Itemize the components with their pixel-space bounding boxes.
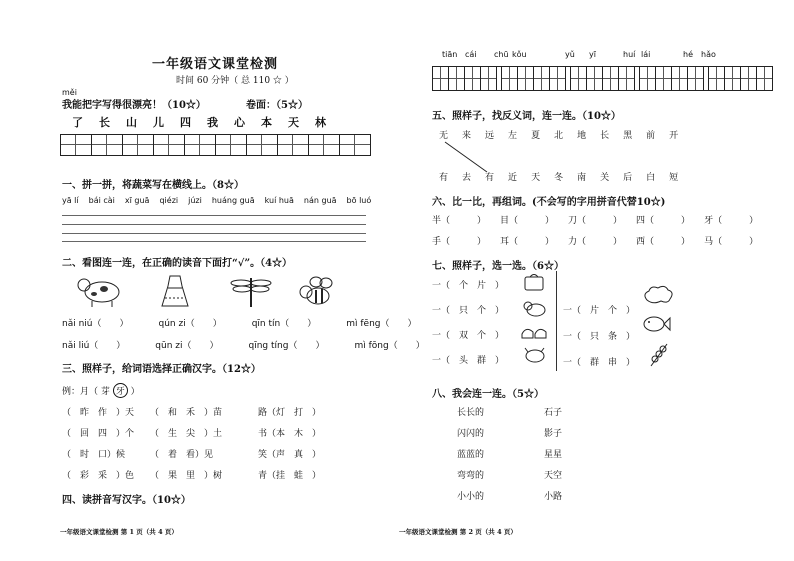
word-choice-item[interactable]: 书（本 木 ） [258,429,322,439]
antonym-word-top[interactable]: 夏 [531,131,541,141]
antonym-word-bottom[interactable]: 后 [623,173,633,183]
compare-word-item[interactable]: 手（ ） [432,237,487,247]
compare-word-item[interactable]: 四（ ） [636,216,691,226]
dragonfly-picture [230,274,272,308]
answer-line-4[interactable] [62,241,366,242]
pinyin-label: yī [589,50,596,59]
writing-grid[interactable] [60,134,371,156]
q3-example-answer: 牙 [113,383,128,398]
cow-picture [74,274,124,308]
pinyin-label: chū [494,50,509,59]
cat-picture [522,298,546,318]
q2-row-2 [62,338,425,351]
antonym-word-bottom[interactable]: 南 [577,173,587,183]
answer-line-1[interactable] [62,215,366,216]
pinyin-label: hǎo [701,50,716,59]
q4-title: 四、读拼音写汉字。（10☆） [62,495,191,506]
compare-word-item[interactable]: 马（ ） [704,237,759,247]
word-choice-item[interactable]: （ 昨 作 ）天 [62,408,135,418]
q3-title: 三、照样子，给词语选择正确汉字。（12☆） [62,364,261,375]
q5-example-line [443,140,493,174]
footer-page-1: 一年级语文课堂检测 第 1 页（共 4 页） [60,528,178,536]
measure-word-choice[interactable]: 一（ 只 条 ） [563,332,636,342]
practice-char: 了 [72,116,83,129]
q3-example-prefix: 例：月（ 芽 [62,387,110,397]
practice-char: 长 [99,116,110,129]
compare-word-item[interactable]: 西（ ） [636,237,691,247]
compare-word-item[interactable]: 刀（ ） [568,216,623,226]
match-left-item[interactable]: 蓝蓝的 [457,450,485,460]
antonym-word-bottom[interactable]: 有 [439,173,449,183]
antonym-word-bottom[interactable]: 白 [646,173,656,183]
practice-char: 天 [288,116,299,129]
pronunciation-option[interactable]: qīng tíng（ ） [248,341,325,351]
pronunciation-option[interactable]: qīn tín（ ） [251,319,317,329]
word-choice-item[interactable]: （ 回 四 ）个 [62,429,135,439]
pinyin-label: tiān [442,50,458,59]
pinyin-label: cái [465,50,477,59]
bag-picture [522,272,546,292]
dress-picture [160,274,190,308]
word-choice-item[interactable]: （ 果 里 ）树 [150,471,223,481]
match-left-item[interactable]: 弯弯的 [457,471,485,481]
vegetable-pinyin: qiézi [159,196,179,205]
pronunciation-option[interactable]: nǎi niú（ ） [62,319,129,329]
pronunciation-option[interactable]: qūn zi（ ） [155,341,219,351]
q1-pinyin-row [62,196,371,205]
antonym-word-top[interactable]: 来 [462,131,472,141]
q5-title: 五、照样子，找反义词，连一连。（10☆） [432,111,621,122]
vegetable-pinyin: huáng guā [211,196,255,205]
match-left-item[interactable]: 小小的 [457,492,485,502]
antonym-word-top[interactable]: 无 [439,131,449,141]
vegetable-pinyin: bō luó [346,196,372,205]
match-right-item[interactable]: 小路 [544,492,563,502]
word-choice-item[interactable]: （ 和 禾 ）苗 [150,408,223,418]
pinyin-hint: měi [62,88,77,97]
exam-subtitle: 时间 60 分钟（ 总 110 ☆ ） [176,76,294,86]
antonym-word-bottom[interactable]: 天 [531,173,541,183]
antonym-word-top[interactable]: 远 [485,131,495,141]
shoes-picture [520,322,548,342]
practice-char: 林 [315,116,326,129]
pinyin-label: lái [641,50,651,59]
practice-char: 山 [126,116,137,129]
antonym-word-bottom[interactable]: 关 [600,173,610,183]
q2-title: 二、看图连一连，在正确的读音下面打“√”。（4☆） [62,258,293,269]
q7-title: 七、照样子，选一选。（6☆） [432,261,564,272]
antonym-word-bottom[interactable]: 去 [462,173,472,183]
q1-title: 一、拼一拼，将蔬菜写在横线上。（8☆） [62,180,244,191]
exam-title: 一年级语文课堂检测 [152,57,279,72]
practice-char: 四 [180,116,191,129]
q3-example-suffix: ） [130,387,140,397]
word-choice-item[interactable]: （ 彩 采 ）色 [62,471,135,481]
pronunciation-option[interactable]: nǎi liú（ ） [62,341,126,351]
antonym-word-bottom[interactable]: 有 [485,173,495,183]
match-right-item[interactable]: 石子 [544,408,563,418]
word-choice-item[interactable]: （ 生 尖 ）土 [150,429,223,439]
word-choice-item[interactable]: （ 时 口）候 [62,450,126,460]
writing-title: 我能把字写得很漂亮！（10☆） [62,100,206,111]
measure-word-choice[interactable]: 一（ 只 个 ） [432,306,505,316]
match-left-item[interactable]: 长长的 [457,408,485,418]
match-left-item[interactable]: 闪闪的 [457,429,485,439]
antonym-word-top[interactable]: 黑 [623,131,633,141]
measure-word-choice[interactable]: 一（ 双 个 ） [432,331,505,341]
antonym-word-top[interactable]: 开 [669,131,679,141]
antonym-word-top[interactable]: 地 [577,131,587,141]
pinyin-writing-grid[interactable] [432,66,773,91]
antonym-word-bottom[interactable]: 冬 [554,173,564,183]
measure-word-choice[interactable]: 一（ 个 片 ） [432,281,505,291]
practice-char: 心 [234,116,245,129]
compare-word-item[interactable]: 力（ ） [568,237,623,247]
word-choice-item[interactable]: 青（挂 蛙 ） [258,471,322,481]
page-2 [397,0,794,561]
ox-picture [522,344,546,364]
pronunciation-option[interactable]: mì fēng（ ） [346,319,417,329]
practice-char: 我 [207,116,218,129]
bee-picture [296,274,336,308]
measure-word-choice[interactable]: 一（ 片 个 ） [563,306,636,316]
match-right-item[interactable]: 影子 [544,429,563,439]
word-choice-item[interactable]: （ 着 看）见 [150,450,214,460]
pinyin-label: hé [683,50,693,59]
q6-title: 六、比一比，再组词。(不会写的字用拼音代替10☆) [432,197,666,208]
compare-word-item[interactable]: 半（ ） [432,216,487,226]
measure-word-choice[interactable]: 一（ 群 串 ） [563,358,636,368]
q7-divider [556,271,557,371]
vegetable-pinyin: xī guā [124,196,150,205]
word-choice-item[interactable]: 路（灯 打 ） [258,408,322,418]
q6-row-1 [432,213,758,226]
q8-title: 八、我会连一连。（5☆） [432,389,544,400]
compare-word-item[interactable]: 耳（ ） [500,237,555,247]
vegetable-pinyin: bái cài [88,196,115,205]
practice-char: 儿 [153,116,164,129]
match-right-item[interactable]: 星星 [544,450,563,460]
vegetable-pinyin: júzi [188,196,202,205]
compare-word-item[interactable]: 牙（ ） [704,216,759,226]
q3-example [62,383,140,398]
pronunciation-option[interactable]: mì fōng（ ） [354,341,425,351]
antonym-word-top[interactable]: 长 [600,131,610,141]
pinyin-label: huí [623,50,636,59]
footer-page-2: 一年级语文课堂检测 第 2 页（共 4 页） [399,528,517,536]
antonym-word-bottom[interactable]: 近 [508,173,518,183]
antonym-word-top[interactable]: 左 [508,131,518,141]
antonym-word-top[interactable]: 北 [554,131,564,141]
match-right-item[interactable]: 天空 [544,471,563,481]
vegetable-pinyin: kuí huā [264,196,294,205]
skewer-picture [647,342,671,368]
practice-char: 本 [261,116,272,129]
compare-word-item[interactable]: 目（ ） [500,216,555,226]
word-choice-item[interactable]: 笑（声 真 ） [258,450,322,460]
neatness-score: 卷面：（5☆） [246,100,308,111]
antonym-word-top[interactable]: 前 [646,131,656,141]
vegetable-pinyin: nán guā [303,196,337,205]
measure-word-choice[interactable]: 一（ 头 群 ） [432,356,505,366]
answer-line-3[interactable] [62,233,366,234]
pronunciation-option[interactable]: qún zi（ ） [158,319,222,329]
cloud-picture [641,284,675,306]
answer-line-2[interactable] [62,224,366,225]
q2-row-1 [62,316,417,329]
pinyin-label: kǒu [512,50,527,59]
pinyin-label: yǔ [565,50,575,59]
antonym-word-bottom[interactable]: 短 [669,173,679,183]
fish-picture [641,312,671,336]
practice-characters [72,114,326,130]
q6-row-2 [432,234,758,247]
q5-bottom-words [439,170,678,183]
vegetable-pinyin: yā lí [62,196,79,205]
